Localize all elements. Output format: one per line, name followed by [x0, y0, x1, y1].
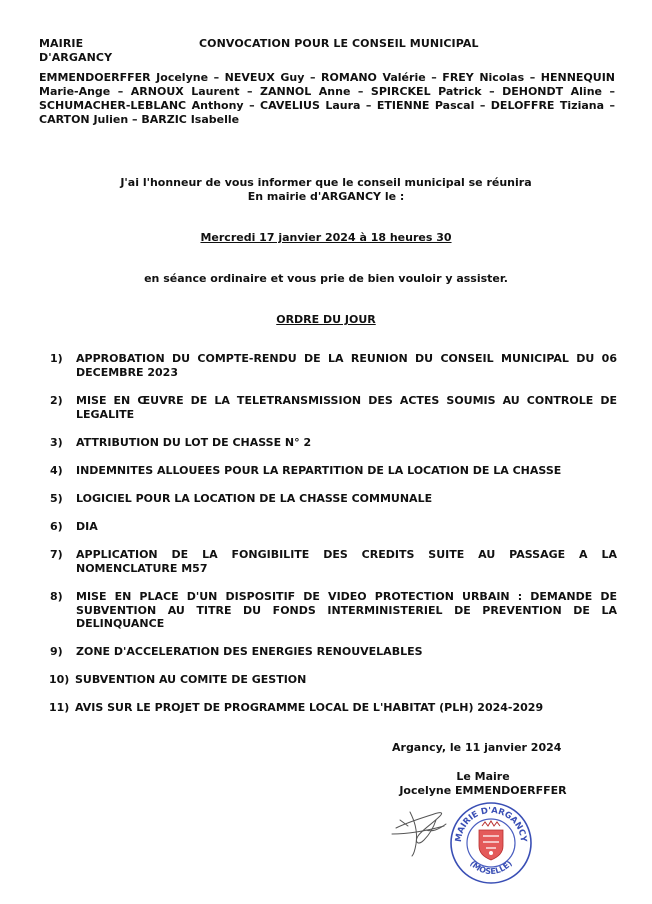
agenda-item-number: 8) [50, 590, 63, 603]
mayor-role: Le Maire [456, 770, 510, 783]
agenda-item [39, 394, 617, 421]
agenda-item [39, 492, 617, 506]
agenda-item [39, 352, 617, 379]
agenda-item-text: MISE EN PLACE D'UN DISPOSITIF DE VIDEO PROTECTION URBAIN : DEMANDE DE SUBVENTION AU TITRE DU FONDS INTERMINISTERIEL DE PREVENTION DE LA DELINQUANCE [76, 590, 617, 630]
agenda-item-number: 9) [50, 645, 63, 658]
stamp-bottom-text [468, 859, 514, 876]
agenda-item-text: MISE EN ŒUVRE DE LA TELETRANSMISSION DES ACTES SOUMIS AU CONTROLE DE LEGALITE [76, 394, 617, 421]
agenda-item [39, 520, 617, 534]
stamp-bottom-path: (MOSELLE) [468, 858, 514, 877]
agenda-item-text: SUBVENTION AU COMITE DE GESTION [75, 673, 307, 686]
agenda-item-text: LOGICIEL POUR LA LOCATION DE LA CHASSE COMMUNALE [76, 492, 433, 505]
agenda-item-number: 6) [50, 520, 63, 533]
coat-of-arms-icon [479, 821, 503, 860]
document-title: CONVOCATION POUR LE CONSEIL MUNICIPAL [199, 37, 479, 50]
official-stamp [448, 800, 534, 886]
agenda-item-text: AVIS SUR LE PROJET DE PROGRAMME LOCAL DE L'HABITAT (PLH) 2024-2029 [75, 701, 544, 714]
mayor-name: Jocelyne EMMENDOERFFER [399, 784, 567, 797]
agenda-item-number: 10) [49, 673, 70, 686]
agenda-item [39, 464, 617, 478]
agenda-item-number: 7) [50, 548, 63, 561]
agenda-item-number: 5) [50, 492, 63, 505]
agenda-item-number: 11) [49, 701, 70, 714]
agenda-item-text: ZONE D'ACCELERATION DES ENERGIES RENOUVELABLES [76, 645, 423, 658]
agenda-item-text: APPROBATION DU COMPTE-RENDU DE LA REUNION DU CONSEIL MUNICIPAL DU 06 DECEMBRE 2023 [76, 352, 617, 379]
mairie-line-2: D'ARGANCY [39, 51, 113, 64]
agenda-item [39, 590, 617, 631]
intro-line-1: J'ai l'honneur de vous informer que le conseil municipal se réunira [120, 176, 532, 189]
agenda-title: ORDRE DU JOUR [276, 313, 376, 326]
mairie-label [39, 37, 112, 64]
agenda-item-text: ATTRIBUTION DU LOT DE CHASSE N° 2 [76, 436, 312, 449]
agenda-item [39, 548, 617, 575]
intro-line-2: En mairie d'ARGANCY le : [247, 190, 405, 203]
agenda-item-number: 1) [50, 352, 63, 365]
mairie-line-1: MAIRIE [39, 37, 84, 50]
agenda-item [39, 436, 617, 450]
place-date: Argancy, le 11 janvier 2024 [392, 741, 562, 754]
stamp-top-path: MAIRIE D'ARGANCY [453, 805, 529, 843]
agenda-item [39, 645, 617, 659]
agenda-item-number: 3) [50, 436, 63, 449]
meeting-date: Mercredi 17 janvier 2024 à 18 heures 30 [200, 231, 452, 244]
agenda-item-number: 2) [50, 394, 63, 407]
agenda-item [39, 701, 617, 715]
agenda-item-text: DIA [76, 520, 98, 533]
agenda-item-text: INDEMNITES ALLOUEES POUR LA REPARTITION DE LA LOCATION DE LA CHASSE [76, 464, 562, 477]
agenda-item-text: APPLICATION DE LA FONGIBILITE DES CREDITS SUITE AU PASSAGE A LA NOMENCLATURE M57 [76, 548, 617, 575]
council-members: EMMENDOERFFER Jocelyne – NEVEUX Guy – ROMANO Valérie – FREY Nicolas – HENNEQUIN Marie-Ange – ARNOUX Laurent – ZANNOL Anne – SPIRCKEL Patrick – DEHONDT Aline – SCHUMACHER-LEBLANC Anthony – CAVELIUS Laura – ETIENNE Pascal – DELOFFRE Tiziana – CARTON Julien – BARZIC Isabelle [39, 71, 615, 126]
agenda-item [39, 673, 617, 687]
agenda-item-number: 4) [50, 464, 63, 477]
session-text: en séance ordinaire et vous prie de bien vouloir y assister. [144, 272, 508, 285]
